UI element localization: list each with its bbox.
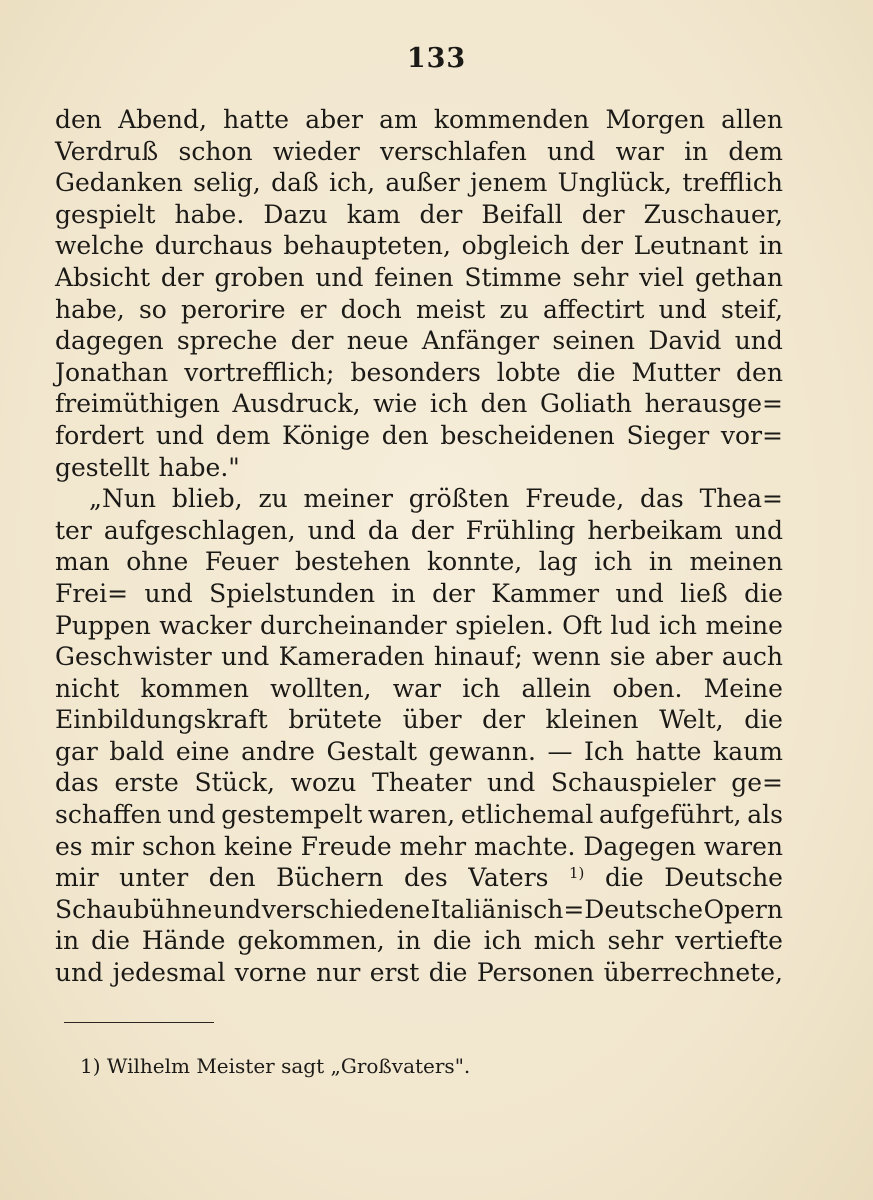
- text-line: Einbildungskraft brütete über der kleinen Welt, die: [55, 705, 783, 735]
- text-line: dagegen spreche der neue Anfänger seinen David und: [55, 326, 783, 356]
- text-line: den Abend, hatte aber am kommenden Morgen allen: [55, 105, 783, 134]
- text-line: man ohne Feuer bestehen konnte, lag ich in meinen: [55, 547, 783, 577]
- text-line: fordert und dem Könige den bescheidenen Sieger vor=: [55, 420, 783, 450]
- text-line: schaffen und gestempelt waren, etlichemal aufgeführt, als: [55, 800, 783, 830]
- text-line: habe, so perorire er doch meist zu affectirt und steif,: [55, 294, 783, 324]
- text-line: Frei= und Spielstunden in der Kammer und ließ die: [55, 578, 783, 608]
- text-line: und jedesmal vorne nur erst die Personen überrechnete,: [55, 958, 783, 988]
- text-line: in die Hände gekommen, in die ich mich sehr vertiefte: [55, 926, 783, 956]
- text-line: ter aufgeschlagen, und da der Frühling herbeikam und: [55, 515, 783, 545]
- footnote-marker: 1): [80, 1054, 101, 1078]
- text-line: freimüthigen Ausdruck, wie ich den Goliath herausge=: [55, 389, 783, 419]
- text-line: Jonathan vortrefflich; besonders lobte die Mutter den: [55, 357, 783, 387]
- text-line: gespielt habe. Dazu kam der Beifall der Zuschauer,: [55, 199, 783, 229]
- text-line: mir unter den Büchern des Vaters $^{1)}$ die Deutsche: [55, 863, 783, 893]
- footnote: [80, 1052, 470, 1080]
- text-line: gar bald eine andre Gestalt gewann. — Ich hatte kaum: [55, 736, 783, 766]
- text-line: gestellt habe.": [55, 452, 240, 482]
- text-line: das erste Stück, wozu Theater und Schauspieler ge=: [55, 768, 783, 798]
- text-line: „Nun blieb, zu meiner größten Freude, das Thea=: [89, 484, 783, 514]
- text-line: Puppen wacker durcheinander spielen. Oft lud ich meine: [55, 610, 783, 640]
- text-line: welche durchaus behaupteten, obgleich der Leutnant in: [55, 231, 783, 261]
- text-line: nicht kommen wollten, war ich allein oben. Meine: [55, 673, 783, 703]
- page-number: 133: [406, 43, 467, 74]
- text-line: Absicht der groben und feinen Stimme sehr viel gethan: [55, 262, 783, 292]
- text-line: Schaubühne und verschiedene Italiänisch=Deutsche Opern: [55, 894, 783, 924]
- text-line: Geschwister und Kameraden hinauf; wenn sie aber auch: [55, 642, 783, 672]
- footnote-text: Wilhelm Meister sagt „Großvaters".: [106, 1054, 471, 1078]
- text-line: es mir schon keine Freude mehr machte. Dagegen waren: [55, 831, 783, 861]
- footnote-divider: [64, 1022, 214, 1023]
- text-line: Verdruß schon wieder verschlafen und war in dem: [55, 136, 783, 166]
- text-line: Gedanken selig, daß ich, außer jenem Unglück, trefflich: [55, 168, 783, 198]
- body-text: [55, 104, 783, 989]
